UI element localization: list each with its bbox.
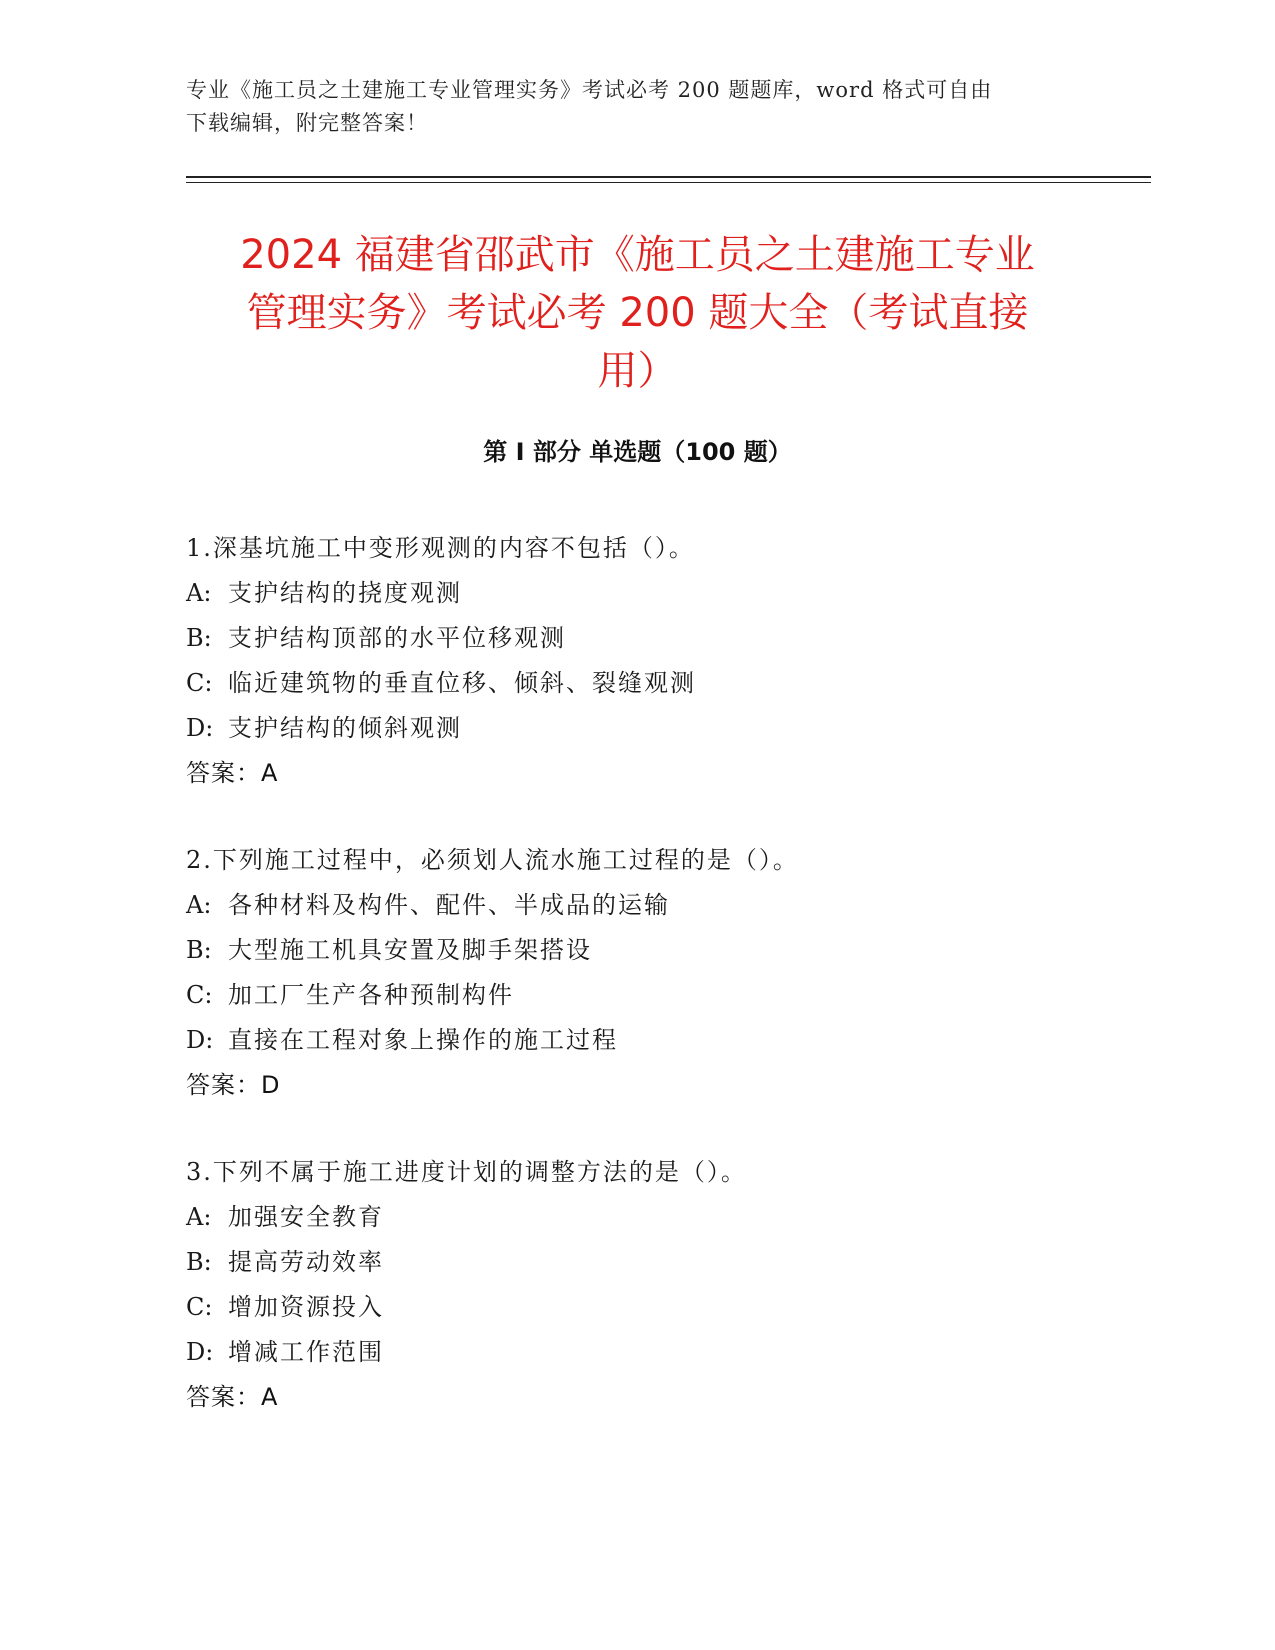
question-stem: 3.下列不属于施工进度计划的调整方法的是（）。 [186,1158,747,1186]
option-text: 加强安全教育 [228,1203,384,1231]
question-stem: 2.下列施工过程中，必须划人流水施工过程的是（）。 [186,846,799,874]
option-key: C: [186,669,213,697]
option-key: C: [186,981,213,1009]
option-d [186,1330,1146,1375]
answer-line: 答案：A [186,1383,279,1411]
option-key: B: [186,936,212,964]
title-line-3: 用） [597,348,678,394]
section-heading: 第 I 部分 单选题（100 题） [483,438,792,466]
option-text: 支护结构的倾斜观测 [228,714,462,742]
question-2 [186,838,1146,1108]
option-key: D: [186,1338,214,1366]
question-3 [186,1150,1146,1420]
title-line-2: 管理实务》考试必考 200 题大全（考试直接 [246,290,1029,336]
option-key: A: [186,579,212,607]
option-key: A: [186,891,212,919]
header-divider-thick [186,176,1151,178]
question-list [186,526,1146,1462]
option-text: 增减工作范围 [228,1338,384,1366]
intro-line-1: 专业《施工员之土建施工专业管理实务》考试必考 200 题题库，word 格式可自由 [186,78,993,102]
option-text: 支护结构顶部的水平位移观测 [228,624,566,652]
question-stem: 1.深基坑施工中变形观测的内容不包括（）。 [186,534,695,562]
option-a [186,1195,1146,1240]
title-line-1: 2024 福建省邵武市《施工员之土建施工专业 [240,232,1035,278]
option-key: D: [186,714,214,742]
option-key: A: [186,1203,212,1231]
option-a [186,883,1146,928]
question-1 [186,526,1146,796]
option-text: 增加资源投入 [228,1293,384,1321]
option-c [186,1285,1146,1330]
option-text: 支护结构的挠度观测 [228,579,462,607]
header-divider-thin [186,182,1151,183]
option-key: D: [186,1026,214,1054]
option-b [186,1240,1146,1285]
option-d [186,1018,1146,1063]
option-text: 提高劳动效率 [228,1248,384,1276]
intro-line-2: 下载编辑，附完整答案！ [186,111,428,135]
option-c [186,661,1146,706]
answer-line: 答案：D [186,1071,281,1099]
option-text: 直接在工程对象上操作的施工过程 [228,1026,618,1054]
option-b [186,616,1146,661]
option-key: B: [186,1248,212,1276]
intro-text [186,74,1066,140]
option-d [186,706,1146,751]
option-key: C: [186,1293,213,1321]
option-b [186,928,1146,973]
option-text: 各种材料及构件、配件、半成品的运输 [228,891,670,919]
document-title [160,226,1115,400]
answer-line: 答案：A [186,759,279,787]
option-key: B: [186,624,212,652]
option-c [186,973,1146,1018]
option-text: 加工厂生产各种预制构件 [228,981,514,1009]
option-a [186,571,1146,616]
option-text: 大型施工机具安置及脚手架搭设 [228,936,592,964]
option-text: 临近建筑物的垂直位移、倾斜、裂缝观测 [228,669,696,697]
